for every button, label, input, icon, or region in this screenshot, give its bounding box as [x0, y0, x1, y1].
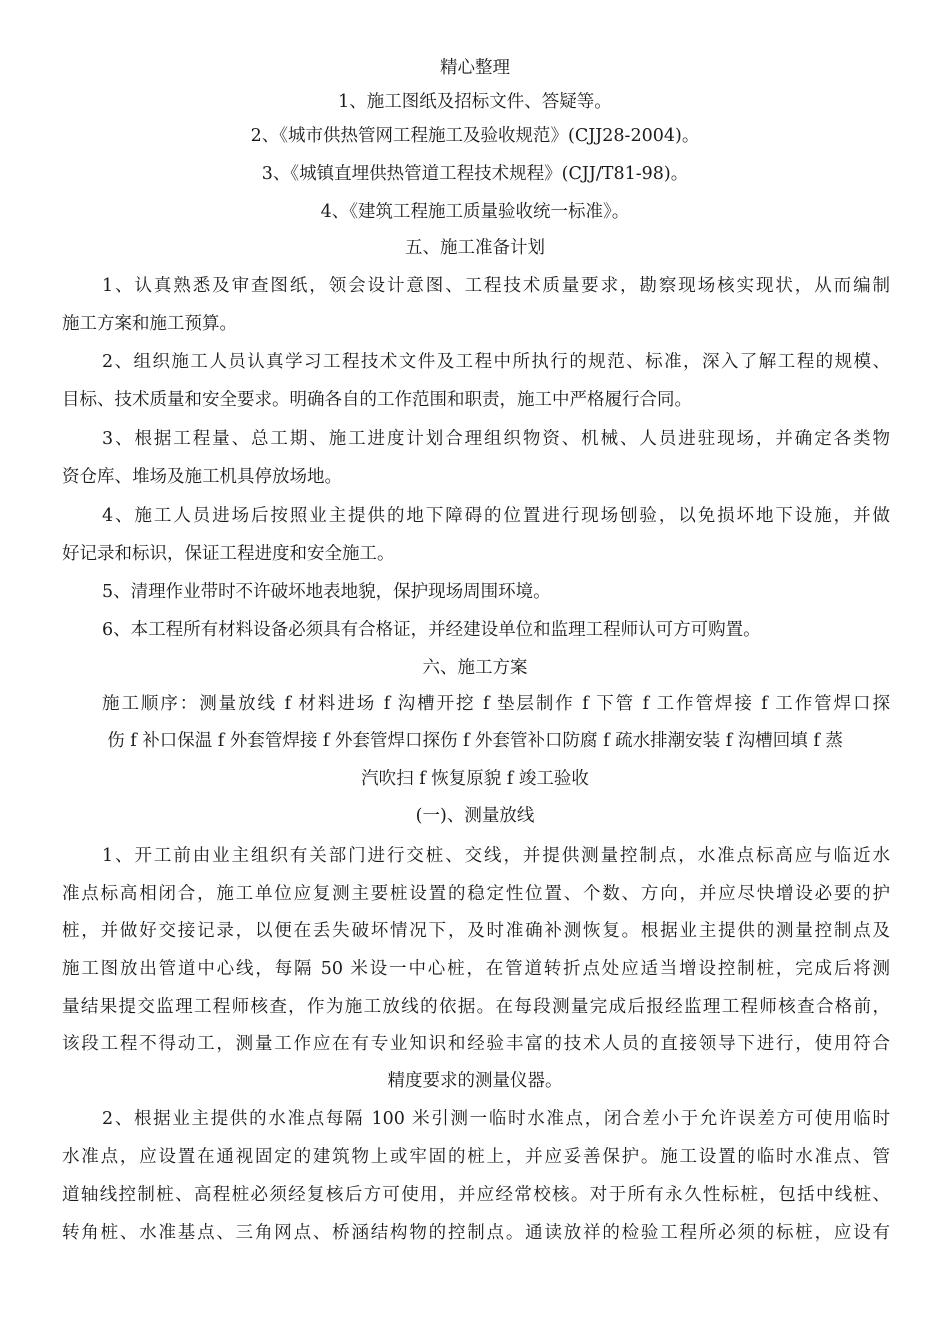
reference-item: 3、《城镇直埋供热管道工程技术规程》(CJJ/T81-98)。 [261, 164, 689, 184]
paragraph-line: 4、施工人员进场后按照业主提供的地下障碍的位置进行现场刨验，以免损坏地下设施，并做 [102, 506, 890, 526]
paragraph-line: 目标、技术质量和安全要求。明确各自的工作范围和职责，施工中严格履行合同。 [62, 390, 692, 410]
paragraph-line: 1、认真熟悉及审查图纸，领会设计意图、工程技术质量要求，勘察现场核实现状，从而编制 [102, 276, 890, 296]
paragraph-line: 转角桩、水准基点、三角网点、桥涵结构物的控制点。通读放祥的检验工程所必须的标桩，应设有 [62, 1223, 890, 1243]
paragraph-line: 1、开工前由业主组织有关部门进行交桩、交线，并提供测量控制点，水准点标高应与临近水 [102, 846, 890, 866]
page-header: 精心整理 [440, 58, 510, 78]
section-title: 五、施工准备计划 [405, 238, 545, 258]
reference-item: 4、《建筑工程施工质量验收统一标准》。 [320, 202, 630, 222]
paragraph-line: 6、本工程所有材料设备必须具有合格证，并经建设单位和监理工程师认可方可购置。 [102, 620, 761, 640]
paragraph-line: 该段工程不得动工，测量工作应在有专业知识和经验丰富的技术人员的直接领导下进行，使用符合 [62, 1034, 890, 1054]
reference-item: 2、《城市供热管网工程施工及验收规范》(CJJ28-2004)。 [250, 126, 700, 146]
paragraph-line: 施工图放出管道中心线，每隔 50 米设一中心桩，在管道转折点处应适当增设控制桩，完成后将测 [62, 959, 890, 979]
paragraph-line: 2、根据业主提供的水准点每隔 100 米引测一临时水准点，闭合差小于允许误差方可使用临时 [102, 1109, 890, 1129]
sequence-line: 伤 f 补口保温 f 外套管焊接 f 外套管焊口探伤 f 外套管补口防腐 f 疏水排潮安装 f 沟槽回填 f 蒸 [107, 731, 843, 751]
paragraph-line: 5、清理作业带时不许破坏地表地貌，保护现场周围环境。 [102, 582, 551, 602]
paragraph-line: 精度要求的测量仪器。 [387, 1071, 563, 1091]
sequence-line: 施工顺序：测量放线 f 材料进场 f 沟槽开挖 f 垫层制作 f 下管 f 工作管焊接 f 工作管焊口探 [102, 694, 890, 714]
paragraph-line: 道轴线控制桩、高程桩必须经复核后方可使用，并应经常校核。对于所有永久性标桩，包括中线桩、 [62, 1185, 890, 1205]
paragraph-line: 施工方案和施工预算。 [62, 314, 237, 334]
paragraph-line: 3、根据工程量、总工期、施工进度计划合理组织物资、机械、人员进驻现场，并确定各类物 [102, 429, 890, 449]
paragraph-line: 准点标高相闭合，施工单位应复测主要桩设置的稳定性位置、个数、方向，并应尽快增设必要的护 [62, 884, 890, 904]
paragraph-line: 2、组织施工人员认真学习工程技术文件及工程中所执行的规范、标准，深入了解工程的规模、 [102, 352, 890, 372]
paragraph-line: 水准点，应设置在通视固定的建筑物上或牢固的桩上，并应妥善保护。施工设置的临时水准点、管 [62, 1147, 890, 1167]
paragraph-line: 好记录和标识，保证工程进度和安全施工。 [62, 544, 395, 564]
paragraph-line: 桩，并做好交接记录，以便在丢失破坏情况下，及时准确补测恢复。根据业主提供的测量控制点及 [62, 921, 890, 941]
section-title: 六、施工方案 [422, 658, 528, 678]
sequence-line: 汽吹扫 f 恢复原貌 f 竣工验收 [361, 769, 589, 789]
subsection-title: (一)、测量放线 [415, 806, 535, 826]
paragraph-line: 量结果提交监理工程师核查，作为施工放线的依据。在每段测量完成后报经监理工程师核查合格前， [62, 997, 890, 1017]
paragraph-line: 资仓库、堆场及施工机具停放场地。 [62, 467, 342, 487]
reference-item: 1、施工图纸及招标文件、答疑等。 [338, 92, 612, 112]
